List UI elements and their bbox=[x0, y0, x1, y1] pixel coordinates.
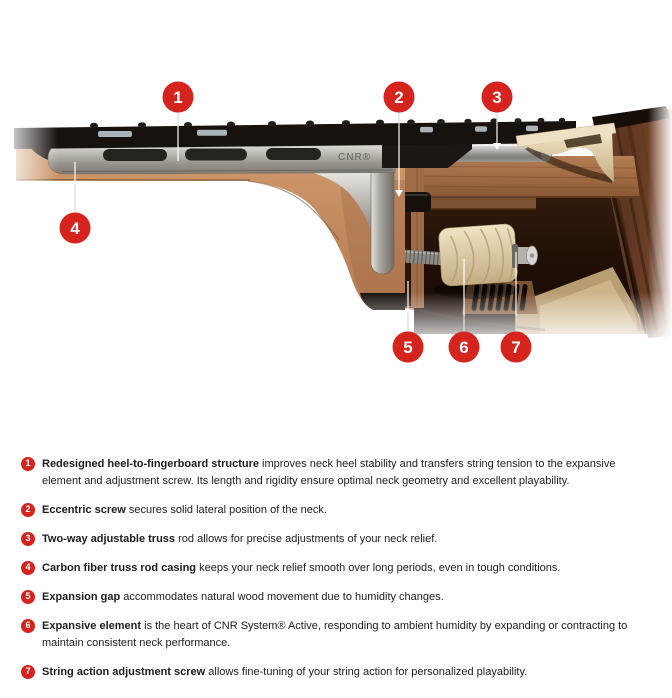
legend-description: keeps your neck relief smooth over long periods, even in tough conditions. bbox=[196, 562, 561, 575]
legend-term: Two-way adjustable truss bbox=[42, 533, 176, 546]
legend-term: Expansive element bbox=[42, 620, 142, 633]
legend-description: improves neck heel stability and transfers string tension to the expansive element and adjustment screw. Its length and rigidity ensure optimal neck geometry and excellent playability. bbox=[42, 458, 616, 488]
legend-description: rod allows for precise adjustments of your neck relief. bbox=[175, 533, 438, 546]
legend-text bbox=[42, 589, 470, 606]
legend-number-badge: 1 bbox=[21, 457, 35, 471]
legend-text bbox=[42, 664, 644, 681]
legend-number-badge: 2 bbox=[21, 503, 35, 517]
legend-term: Expansion gap bbox=[42, 591, 121, 604]
legend-term: Eccentric screw bbox=[42, 504, 126, 517]
legend-number-badge: 4 bbox=[21, 561, 35, 575]
svg-text:5: 5 bbox=[403, 338, 413, 357]
legend-text bbox=[42, 502, 644, 519]
svg-text:3: 3 bbox=[492, 88, 502, 107]
legend-item-5 bbox=[21, 589, 651, 606]
legend-description: accommodates natural wood movement due to humidity changes. bbox=[120, 591, 444, 604]
cnr-engraving: CNR® bbox=[338, 152, 372, 163]
legend-item-7 bbox=[21, 664, 651, 681]
svg-text:4: 4 bbox=[70, 219, 80, 238]
legend-text bbox=[42, 618, 644, 652]
legend-item-4 bbox=[21, 560, 651, 577]
bottom-fade bbox=[0, 292, 672, 380]
legend-text bbox=[42, 456, 644, 490]
svg-text:7: 7 bbox=[511, 338, 521, 357]
left-fade bbox=[0, 98, 58, 208]
legend-description: is the heart of CNR System® Active, responding to ambient humidity by expanding or contracting to maintain consistent neck performance. bbox=[42, 620, 628, 650]
legend-number-badge: 7 bbox=[21, 665, 35, 679]
svg-text:1: 1 bbox=[173, 88, 183, 107]
svg-text:6: 6 bbox=[459, 338, 469, 357]
callout-7 bbox=[501, 332, 532, 363]
legend-item-6 bbox=[21, 618, 651, 652]
callout-1 bbox=[163, 82, 194, 113]
legend-item-2 bbox=[21, 502, 651, 519]
legend-description: secures solid lateral position of the neck. bbox=[125, 504, 327, 517]
legend-term: Redesigned heel-to-fingerboard structure bbox=[42, 458, 259, 470]
legend-item-1 bbox=[21, 456, 651, 490]
callout-6 bbox=[449, 332, 480, 363]
legend bbox=[0, 440, 665, 681]
svg-text:2: 2 bbox=[394, 88, 404, 107]
legend-description: allows fine-tuning of your string action for personalized playability. bbox=[205, 666, 528, 679]
callout-3 bbox=[482, 82, 513, 113]
callout-5 bbox=[393, 332, 424, 363]
expansive-element bbox=[438, 223, 518, 286]
legend-term: Carbon fiber truss rod casing bbox=[42, 562, 197, 575]
callout-4 bbox=[60, 213, 91, 244]
legend-number-badge: 3 bbox=[21, 532, 35, 546]
legend-term: String action adjustment screw bbox=[42, 666, 206, 679]
legend-number-badge: 6 bbox=[21, 619, 35, 633]
legend-text bbox=[42, 531, 644, 548]
legend-text bbox=[42, 560, 644, 577]
legend-item-3 bbox=[21, 531, 651, 548]
legend-number-badge: 5 bbox=[21, 590, 35, 604]
callout-2 bbox=[384, 82, 415, 113]
